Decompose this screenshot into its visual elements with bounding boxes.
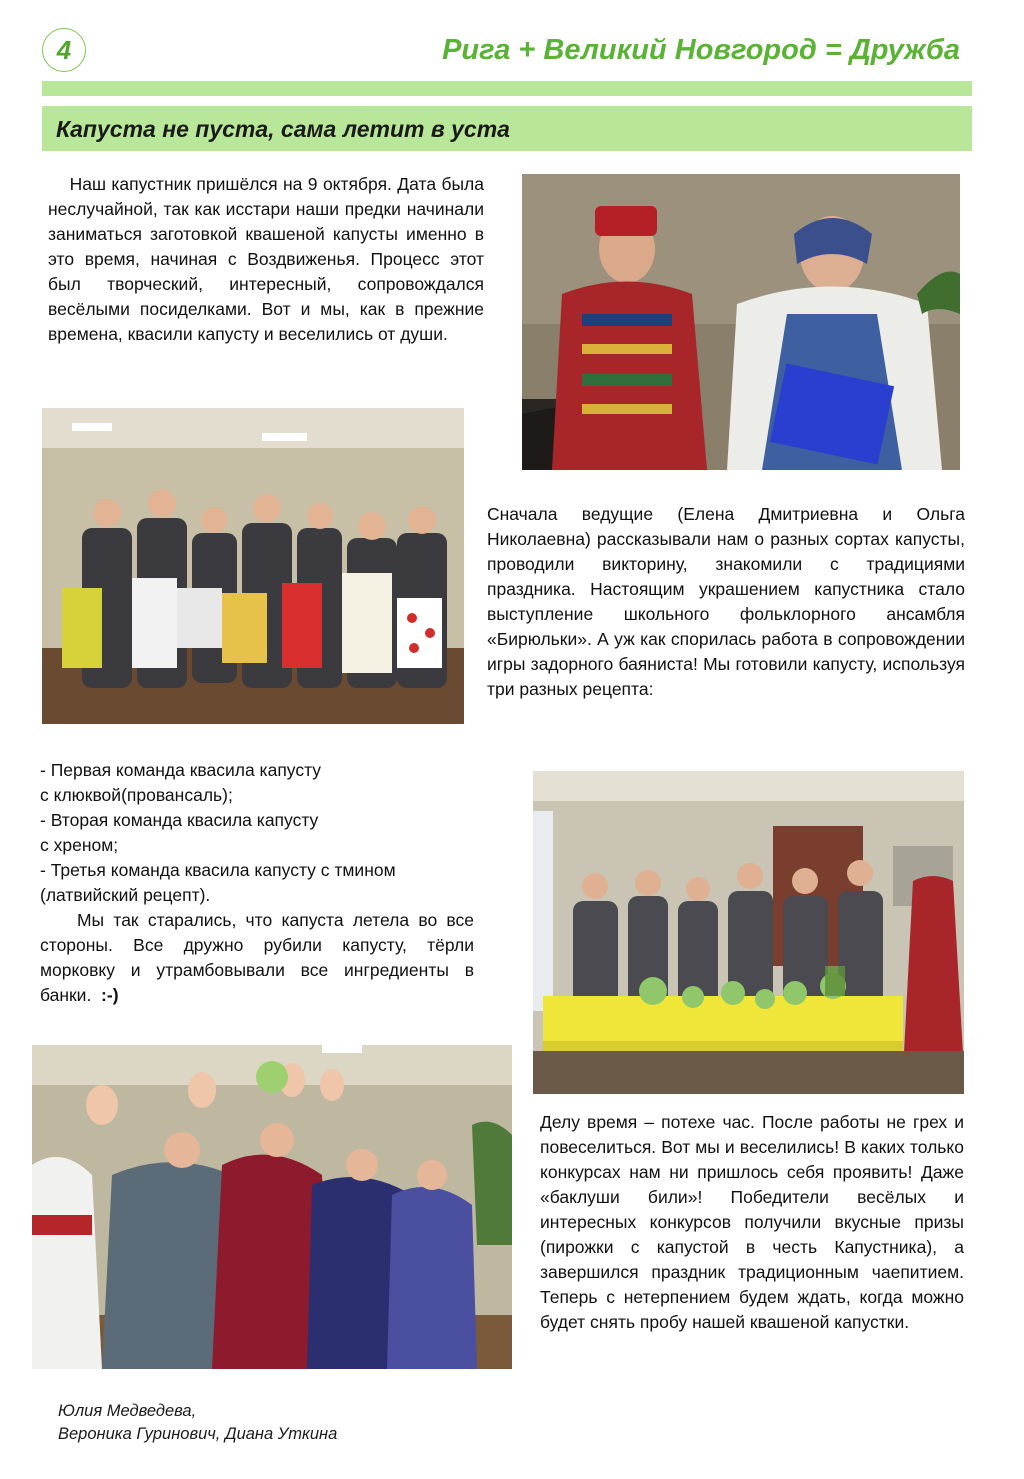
effort-text: Мы так старались, что капуста летела во все стороны. Все дружно рубили капусту, тёрли морковку и утрамбовывали все ингредиенты в банки. <box>40 910 474 1005</box>
hosts-paragraph <box>487 502 965 702</box>
intro-paragraph <box>48 172 484 347</box>
fun-paragraph <box>540 1110 964 1335</box>
recipe-line: с клюквой(провансаль); <box>40 785 233 805</box>
newsletter-title: Рига + Великий Новгород = Дружба <box>442 34 960 66</box>
photo-hosts <box>522 174 960 470</box>
effort-paragraph <box>40 908 474 1008</box>
recipes-block <box>40 758 474 1008</box>
recipe-line: с хреном; <box>40 835 119 855</box>
fun-text: Делу время – потехе час. После работы не грех и повеселиться. Вот мы и веселились! В каких только конкурсах нам ни пришлось себя проявить! Даже «баклуши били»! Победители весёлых и интересных конкурсов получили вкусные призы (пирожки с капустой в честь Капустника), а завершился праздник традиционным чаепитием. Теперь с нетерпением будем ждать, когда можно будет снять пробу нашей квашеной капустки. <box>540 1112 964 1332</box>
author-credits <box>58 1400 337 1446</box>
smiley: :-) <box>101 985 119 1005</box>
page-number: 4 <box>42 28 86 72</box>
credits-line-1: Юлия Медведева, <box>58 1402 197 1420</box>
photo-cabbage-table <box>533 771 964 1094</box>
photo-games <box>32 1045 512 1369</box>
credits-line-2: Вероника Гуринович, Диана Уткина <box>58 1425 338 1443</box>
section-title: Капуста не пуста, сама летит в уста <box>56 116 510 142</box>
intro-text: Наш капустник пришёлся на 9 октября. Дата была неслучайной, так как исстари наши предки начинали заниматься заготовкой квашеной капусты именно в это время, начиная с Воздвиженья. Процесс этот был творческий, интересный, сопровождался весёлыми посиделками. Вот и мы, как в прежние времена, квасили капусту и веселились от души. <box>48 174 484 344</box>
recipe-line: - Третья команда квасила капусту с тмином (латвийский рецепт). <box>40 860 396 905</box>
hosts-text: Сначала ведущие (Елена Дмитриевна и Ольга Николаевна) рассказывали нам о разных сортах капусты, проводили викторину, знакомили с традициями праздника. Настоящим украшением капустника стало выступление школьного фольклорного ансамбля «Бирюльки». А уж как спорилась работа в сопровождении игры задорного баяниста! Мы готовили капусту, используя три разных рецепта: <box>487 504 965 699</box>
recipe-line: - Первая команда квасила капусту <box>40 760 322 780</box>
recipe-line: - Вторая команда квасила капусту <box>40 810 319 830</box>
header-divider <box>42 81 972 96</box>
photo-group-aprons <box>42 408 464 724</box>
